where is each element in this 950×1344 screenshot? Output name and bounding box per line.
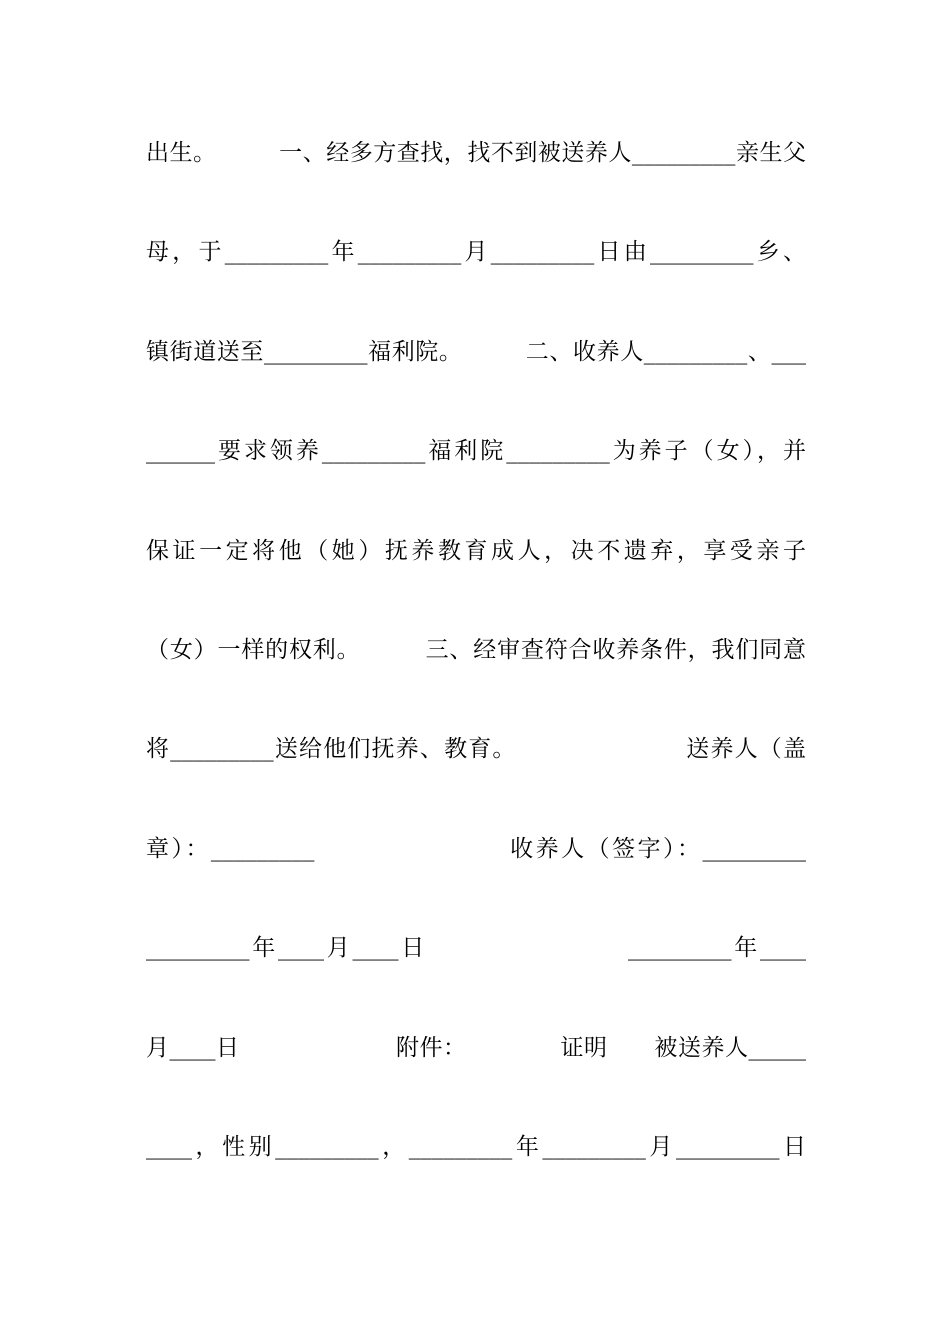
text-line-2: 母，于_________年_________月_________日由_________乡、: [146, 239, 806, 265]
text-line-11: ____，性别_________，_________年_________月_________日: [146, 1134, 806, 1160]
text-line-8: 章）：_________ 收养人（签字）：_________: [146, 836, 806, 862]
text-line-1: 出生。 一、经多方查找，找不到被送养人_________亲生父: [146, 140, 806, 166]
text-line-10: 月____日 附件： 证明 被送养人_____: [146, 1035, 806, 1061]
text-line-9: _________年____月____日 _________年____: [146, 935, 806, 961]
text-line-6: （女）一样的权利。 三、经审查符合收养条件，我们同意: [146, 637, 806, 663]
text-line-5: 保证一定将他（她）抚养教育成人，决不遗弃，享受亲子: [146, 538, 806, 564]
text-line-4: ______要求领养_________福利院_________为养子（女），并: [146, 438, 806, 464]
text-line-3: 镇街道送至_________福利院。 二、收养人_________、___: [146, 339, 806, 365]
text-line-7: 将_________送给他们抚养、教育。 送养人（盖: [146, 736, 806, 762]
